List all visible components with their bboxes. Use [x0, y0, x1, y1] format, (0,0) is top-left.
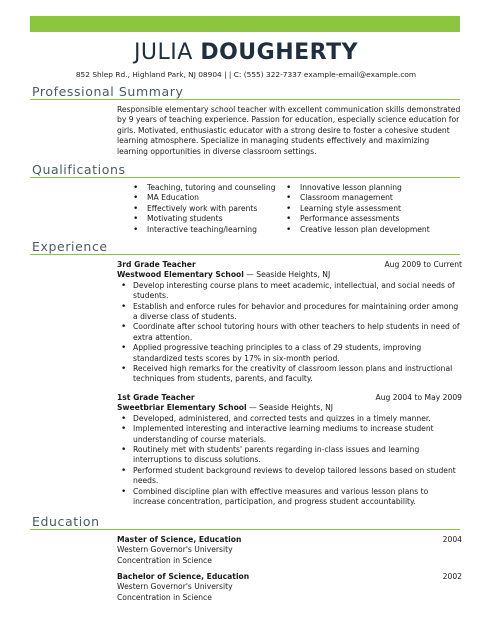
section-title-summary: Professional Summary: [32, 84, 184, 99]
list-item: • Applied progressive teaching principles to a class of 29 students, improving standardized tests scores by 17% in six-month period.: [117, 343, 462, 364]
section-divider: [30, 529, 460, 530]
graduation-year: 2002: [442, 572, 462, 581]
list-item: • Coordinate after school tutoring hours with other teachers to help students in need of extra attention.: [117, 322, 462, 343]
list-item: • Implemented interesting and interactive learning mediums to increase student understanding of course materials.: [117, 424, 462, 445]
concentration: Concentration in Science: [117, 592, 212, 602]
job-dates: Aug 2004 to May 2009: [375, 393, 462, 402]
list-item: • Establish and enforce rules for behavior and procedures for maintaining order among a diverse class of students.: [117, 302, 462, 323]
employer-name: Westwood Elementary School: [117, 270, 244, 280]
last-name: DOUGHERTY: [200, 40, 359, 65]
employer-location: — Seaside Heights, NJ: [246, 403, 333, 413]
summary-text: Responsible elementary school teacher with excellent communication skills demonstrated by 9 years of teaching experience. Passion for education, especially science education for girls. Motivated, enthusiastic educator with a strong desire to foster a cohesive student learning atmosphere. Specialize in managing students effectively and maximizing learning opportunities in diverse classroom settings.: [117, 105, 461, 156]
section-title-qualifications: Qualifications: [32, 162, 126, 177]
section-title-education: Education: [32, 514, 100, 529]
qualifications-left-list: [133, 183, 283, 235]
job-entry: [117, 393, 462, 507]
section-divider: [30, 254, 460, 255]
section-divider: [30, 99, 460, 100]
list-item: • Routinely met with students' parents regarding in-class issues and learning interruptions to discuss solutions.: [117, 445, 462, 466]
degree: Bachelor of Science, Education: [117, 572, 250, 581]
list-item: • Effectively work with parents: [133, 204, 283, 214]
list-item: • Learning style assessment: [286, 204, 461, 214]
list-item: • Develop interesting course plans to meet academic, intellectual, and social needs of students.: [117, 281, 462, 302]
job-title: 3rd Grade Teacher: [117, 260, 196, 269]
list-item: • MA Education: [133, 193, 283, 203]
school-name: Western Governor's University: [117, 582, 233, 592]
section-title-experience: Experience: [32, 239, 108, 254]
list-item: • Classroom management: [286, 193, 461, 203]
concentration: Concentration in Science: [117, 555, 212, 565]
list-item: • Performed student background reviews to develop tailored lessons based on student needs.: [117, 466, 462, 487]
list-item: • Motivating students: [133, 214, 283, 224]
first-name: JULIA: [133, 40, 193, 65]
graduation-year: 2004: [442, 535, 462, 544]
list-item: • Combined discipline plan with effective measures and various lesson plans to increase concentration, participation, and progress student accountability.: [117, 487, 462, 508]
school-name: Western Governor's University: [117, 545, 233, 555]
list-item: • Creative lesson plan development: [286, 225, 461, 235]
degree: Master of Science, Education: [117, 535, 242, 544]
list-item: • Received high remarks for the creativity of classroom lesson plans and instructional techniques from students, parents, and faculty.: [117, 364, 462, 385]
education-entry: [117, 535, 462, 566]
contact-line: 852 Shlep Rd., Highland Park, NJ 08904 | | C: (555) 322-7337 example-email@example.com: [75, 70, 417, 79]
education-entry: [117, 572, 462, 603]
list-item: • Innovative lesson planning: [286, 183, 461, 193]
employer-location: — Seaside Heights, NJ: [243, 270, 331, 280]
list-item: • Developed, administered, and corrected tests and quizzes in a timely manner.: [117, 414, 462, 424]
list-item: • Interactive teaching/learning: [133, 225, 283, 235]
candidate-name: [0, 40, 492, 65]
qualifications-right-list: [286, 183, 461, 235]
section-divider: [30, 177, 460, 178]
employer-name: Sweetbriar Elementary School: [117, 403, 247, 413]
job-entry: [117, 260, 462, 385]
list-item: • Teaching, tutoring and counseling: [133, 183, 283, 193]
list-item: • Performance assessments: [286, 214, 461, 224]
job-title: 1st Grade Teacher: [117, 393, 195, 402]
header-accent-bar: [30, 16, 460, 32]
job-dates: Aug 2009 to Current: [384, 260, 462, 269]
